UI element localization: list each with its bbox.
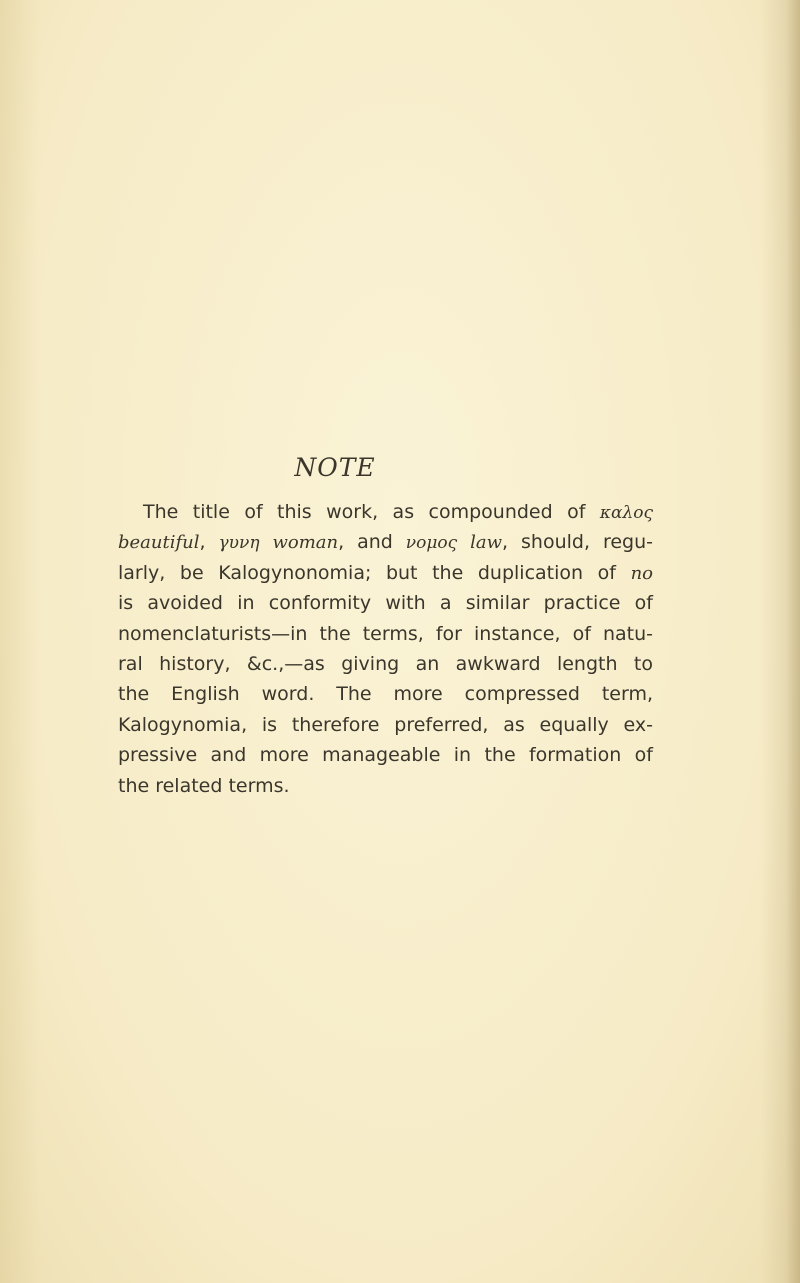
text-run: , <box>199 531 219 554</box>
text-line <box>118 740 653 770</box>
text-run: ral history, &c.,—as giving an awkward length to <box>118 652 653 675</box>
page-edge-shading <box>786 0 800 1283</box>
greek-word: νομος <box>405 533 458 554</box>
text-line <box>118 710 653 740</box>
text-line <box>118 527 653 557</box>
text-run: the related terms. <box>118 774 290 797</box>
note-paragraph <box>118 497 653 801</box>
greek-word: γυνη <box>218 533 260 554</box>
text-run <box>260 531 273 553</box>
text-run <box>457 531 470 553</box>
text-run: the English word. The more compressed term, <box>118 683 653 706</box>
text-line <box>118 588 653 618</box>
text-run: is avoided in conformity with a similar practice of <box>118 592 653 615</box>
text-run: larly, be Kalogynonomia; but the duplication of <box>118 561 631 584</box>
text-run: nomenclaturists—in the terms, for instance, of natu- <box>118 622 653 645</box>
italic-word: beautiful <box>118 532 200 554</box>
greek-word: καλος <box>599 503 653 523</box>
text-run: Kalogynomia, is therefore preferred, as equally ex- <box>118 713 653 736</box>
text-run: , should, regu- <box>502 531 653 554</box>
italic-word: no <box>630 562 653 584</box>
text-run: The title of this work, as compounded of <box>143 501 600 523</box>
text-line <box>118 771 653 801</box>
text-line <box>118 497 653 527</box>
italic-word: woman <box>272 532 339 554</box>
text-line <box>118 619 653 649</box>
text-run: pressive and more manageable in the formation of <box>118 744 653 767</box>
page-heading: NOTE <box>294 453 376 482</box>
text-line <box>118 558 653 588</box>
text-line <box>118 649 653 679</box>
text-run: , and <box>338 531 406 554</box>
text-line <box>118 679 653 709</box>
italic-word: law <box>470 532 503 554</box>
